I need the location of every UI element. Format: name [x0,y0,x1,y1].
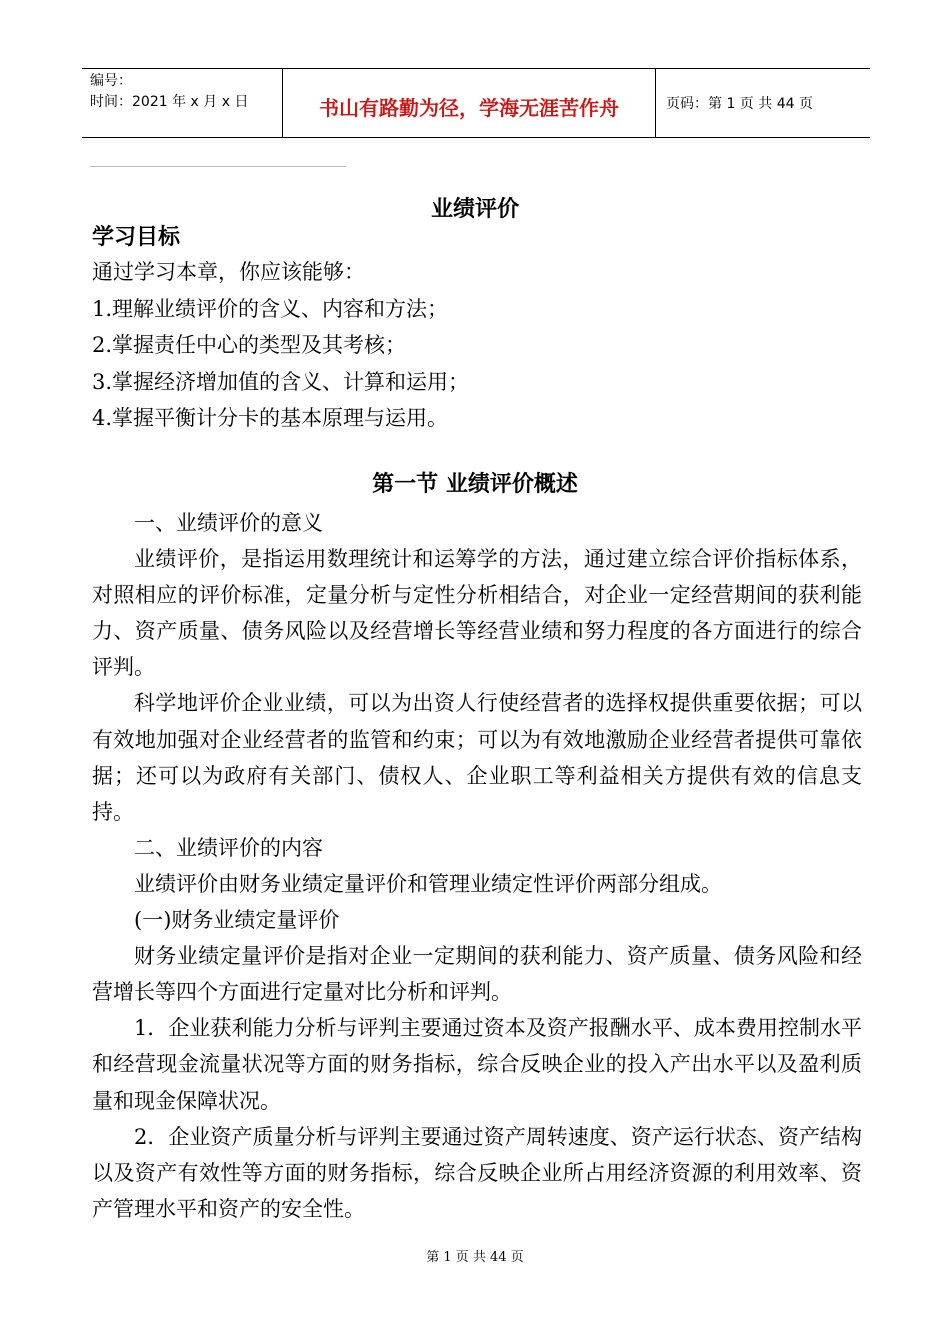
divider [90,166,346,167]
objective-item: 4.掌握平衡计分卡的基本原理与运用。 [92,406,449,431]
objectives-heading: 学习目标 [92,225,181,250]
time-label: 时间：2021 年 x 月 x 日 [90,94,249,110]
objective-item: 3.掌握经济增加值的含义、计算和运用； [92,369,470,394]
subheading: 一、业绩评价的意义 [134,511,323,535]
paragraph: 财务业绩定量评价是指对企业一定期间的获利能力、资产质量、债务风险和经营增长等四个方面进行定量对比分析和评判。 [92,944,862,1005]
paragraph: 科学地评价企业业绩，可以为出资人行使经营者的选择权提供重要依据；可以有效地加强对企业经营者的监管和约束；可以为有效地激励企业经营者提供可靠依据；还可以为政府有关部门、债权人、企业职工等利益相关方提供有效的信息支持。 [92,691,862,824]
paragraph: 1．企业获利能力分析与评判主要通过资本及资产报酬水平、成本费用控制水平和经营现金流量状况等方面的财务指标，综合反映企业的投入产出水平以及盈利质量和现金保障状况。 [92,1016,862,1113]
section-title: 第一节 业绩评价概述 [372,472,578,497]
section-body [92,505,862,1227]
paragraph: 业绩评价由财务业绩定量评价和管理业绩定性评价两部分组成。 [134,871,722,896]
objectives-list [92,254,864,437]
subheading: 二、业绩评价的内容 [134,835,323,860]
objectives-intro: 通过学习本章，你应该能够： [92,260,365,284]
page-info: 页码：第 1 页 共 44 页 [666,96,813,112]
page-footer: 第 1 页 共 44 页 [426,1250,524,1265]
document-header [82,68,870,138]
motto: 书山有路勤为径，学海无涯苦作舟 [282,69,656,137]
subheading: (一)财务业绩定量评价 [134,908,340,933]
paragraph: 2．企业资产质量分析与评判主要通过资产周转速度、资产运行状态、资产结构以及资产有效性等方面的财务指标，综合反映企业所占用经济资源的利用效率、资产管理水平和资产的安全性。 [92,1124,862,1221]
header-meta [82,69,282,137]
objective-item: 2.掌握责任中心的类型及其考核； [92,333,407,358]
objective-item: 1.理解业绩评价的含义、内容和方法； [92,296,449,321]
paragraph: 业绩评价，是指运用数理统计和运筹学的方法，通过建立综合评价指标体系，对照相应的评价标准，定量分析与定性分析相结合，对企业一定经营期间的获利能力、资产质量、债务风险以及经营增长等经营业绩和努力程度的各方面进行的综合评判。 [92,547,862,680]
code-label: 编号： [90,73,132,89]
page-title: 业绩评价 [430,197,519,222]
